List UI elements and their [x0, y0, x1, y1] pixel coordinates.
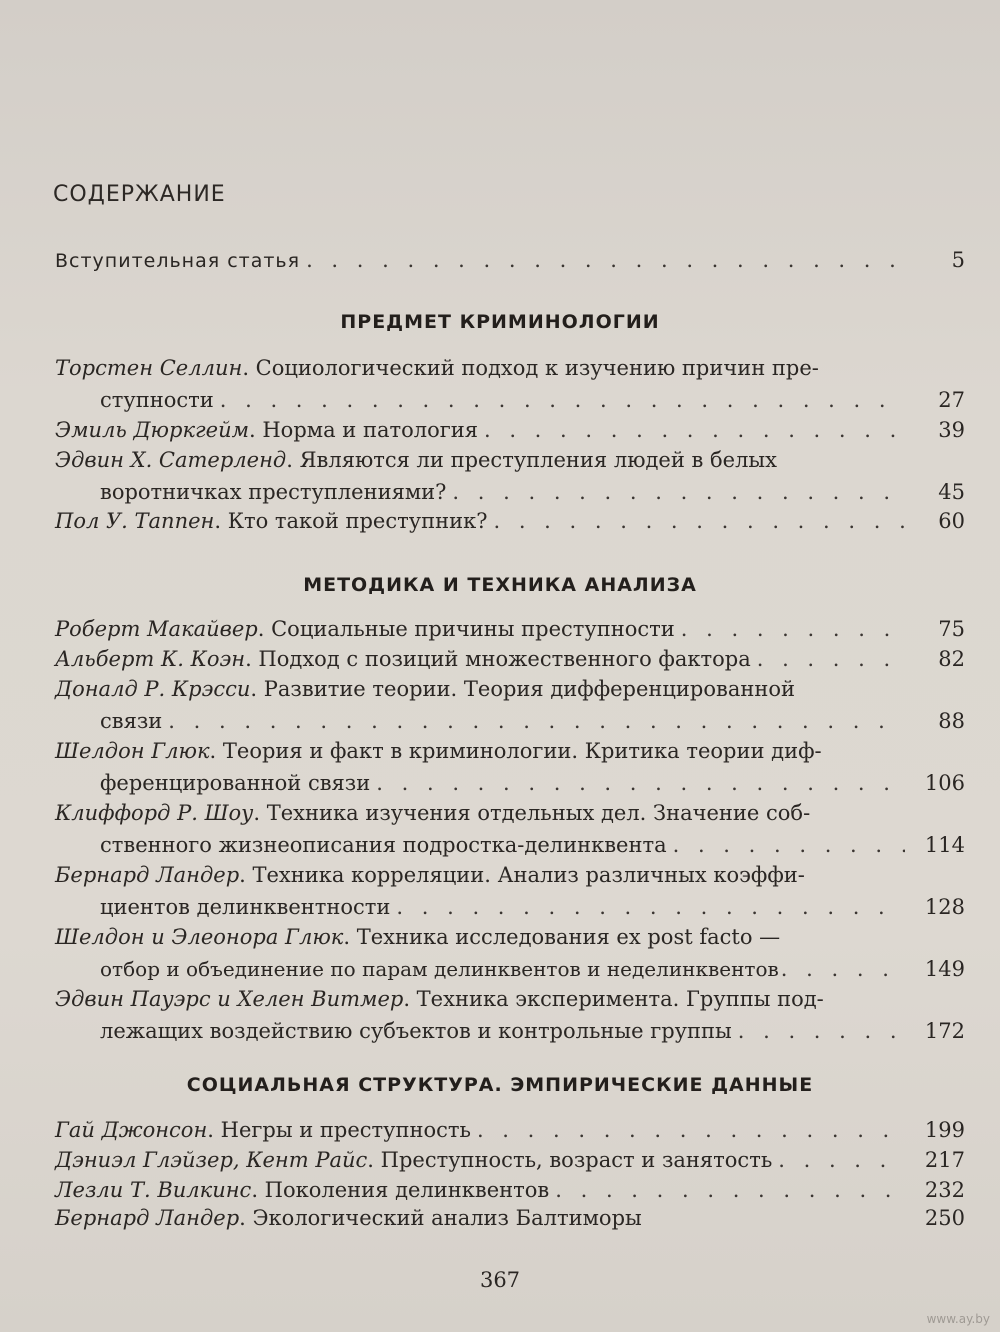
entry-title: . Техника изучения отдельных дел. Значение соб- [253, 801, 811, 825]
entry-title: . Норма и патология [249, 418, 478, 442]
entry-author: Бернард Ландер [55, 1206, 240, 1230]
entry-title-cont: ственного жизнеописания подростка-делинквента [100, 833, 667, 857]
leader-dots [477, 1114, 905, 1146]
entry-title: Вступительная статья [55, 250, 301, 272]
page-number: 149 [924, 957, 965, 981]
entry-title: . Теория и факт в криминологии. Критика теории диф- [209, 739, 822, 763]
page-number: 106 [924, 771, 965, 795]
toc-entry [55, 797, 965, 861]
toc-entry [55, 673, 965, 737]
leader-dots [396, 891, 905, 923]
entry-title-cont: циентов делинквентности [100, 895, 391, 919]
leader-dots [220, 384, 905, 416]
toc-entry [55, 859, 965, 923]
entry-author: Дэниэл Глэйзер, Кент Райс [55, 1148, 368, 1172]
leader-dots [306, 244, 905, 276]
page-number: 27 [938, 388, 965, 412]
entry-author: Пол У. Таппен [55, 509, 215, 533]
entry-title: . Техника эксперимента. Группы под- [403, 987, 824, 1011]
toc-entry [55, 921, 965, 985]
entry-author: Торстен Селлин [55, 356, 243, 380]
leader-dots [738, 1015, 905, 1047]
entry-title-cont: отбор и объединение по парам делинквентов и неделинквентов [100, 957, 779, 981]
entry-author: Лезли Т. Вилкинс [55, 1178, 252, 1202]
section-heading: ПРЕДМЕТ КРИМИНОЛОГИИ [340, 311, 660, 333]
entry-title: . Техника корреляции. Анализ различных коэффи- [239, 863, 805, 887]
site-watermark: www.ay.by [926, 1312, 990, 1326]
page-number: 82 [938, 647, 965, 671]
toc-entry [55, 983, 965, 1047]
entry-title: . Кто такой преступник? [214, 509, 488, 533]
toc-title: СОДЕРЖАНИЕ [53, 182, 226, 207]
toc-entry [55, 643, 965, 675]
entry-title: . Социологический подход к изучению причин пре- [242, 356, 819, 380]
page-number: 114 [924, 833, 965, 857]
section-heading: МЕТОДИКА И ТЕХНИКА АНАЛИЗА [303, 574, 697, 596]
entry-title: . Экологический анализ Балтиморы [239, 1206, 642, 1230]
entry-author: Гай Джонсон [55, 1118, 208, 1142]
entry-title-cont: лежащих воздействию субъектов и контрольные группы [100, 1019, 732, 1043]
entry-author: Шелдон Глюк [55, 739, 210, 763]
page-number: 232 [924, 1178, 965, 1202]
leader-dots [493, 505, 905, 537]
page-folio: 367 [479, 1268, 521, 1292]
entry-author: Эмиль Дюркгейм [55, 418, 250, 442]
toc-entry [55, 735, 965, 799]
leader-dots [673, 829, 905, 861]
page-number: 217 [924, 1148, 965, 1172]
section-heading: СОЦИАЛЬНАЯ СТРУКТУРА. ЭМПИРИЧЕСКИЕ ДАННЫЕ [186, 1074, 814, 1096]
page-number: 88 [938, 709, 965, 733]
entry-author: Альберт К. Коэн [55, 647, 246, 671]
entry-title: . Преступность, возраст и занятость [367, 1148, 773, 1172]
page-number: 45 [938, 480, 965, 504]
entry-author: Клиффорд Р. Шоу [55, 801, 254, 825]
entry-author: Доналд Р. Крэсси [55, 677, 251, 701]
entry-title-cont: ференцированной связи [100, 771, 371, 795]
toc-entry [55, 1144, 965, 1176]
page-number: 5 [951, 248, 965, 272]
page-number: 128 [924, 895, 965, 919]
entry-author: Эдвин Х. Сатерленд [55, 448, 287, 472]
entry-title: . Развитие теории. Теория дифференцированной [250, 677, 795, 701]
entry-author: Бернард Ландер [55, 863, 240, 887]
toc-entry [55, 1202, 965, 1234]
page-number: 39 [938, 418, 965, 442]
entry-title: . Социальные причины преступности [257, 617, 675, 641]
entry-title: . Поколения делинквентов [251, 1178, 550, 1202]
entry-title-cont: воротничках преступлениями? [100, 480, 447, 504]
entry-author: Шелдон и Элеонора Глюк [55, 925, 344, 949]
leader-dots [168, 705, 905, 737]
leader-dots [757, 643, 905, 675]
leader-dots [484, 414, 905, 446]
entry-title: . Являются ли преступления людей в белых [286, 448, 777, 472]
page-number: 250 [924, 1206, 965, 1230]
toc-entry [55, 613, 965, 645]
toc-entry [55, 414, 965, 446]
entry-author: Роберт Макайвер [55, 617, 258, 641]
entry-title: . Техника исследования ex post facto — [343, 925, 781, 949]
toc-entry-intro [55, 244, 965, 276]
entry-title: . Подход с позиций множественного фактора [245, 647, 751, 671]
page-number: 172 [924, 1019, 965, 1043]
toc-entry [55, 505, 965, 537]
entry-title: . Негры и преступность [207, 1118, 471, 1142]
leader-dots [452, 476, 905, 508]
page-number: 60 [938, 509, 965, 533]
entry-author: Эдвин Пауэрс и Хелен Витмер [55, 987, 404, 1011]
toc-entry [55, 444, 965, 508]
leader-dots [781, 953, 905, 985]
toc-entry [55, 1114, 965, 1146]
entry-title-cont: ступности [100, 388, 214, 412]
leader-dots [778, 1144, 905, 1176]
page-number: 199 [924, 1118, 965, 1142]
leader-dots [376, 767, 905, 799]
toc-entry [55, 352, 965, 416]
leader-dots [681, 613, 905, 645]
page-number: 75 [938, 617, 965, 641]
entry-title-cont: связи [100, 709, 163, 733]
